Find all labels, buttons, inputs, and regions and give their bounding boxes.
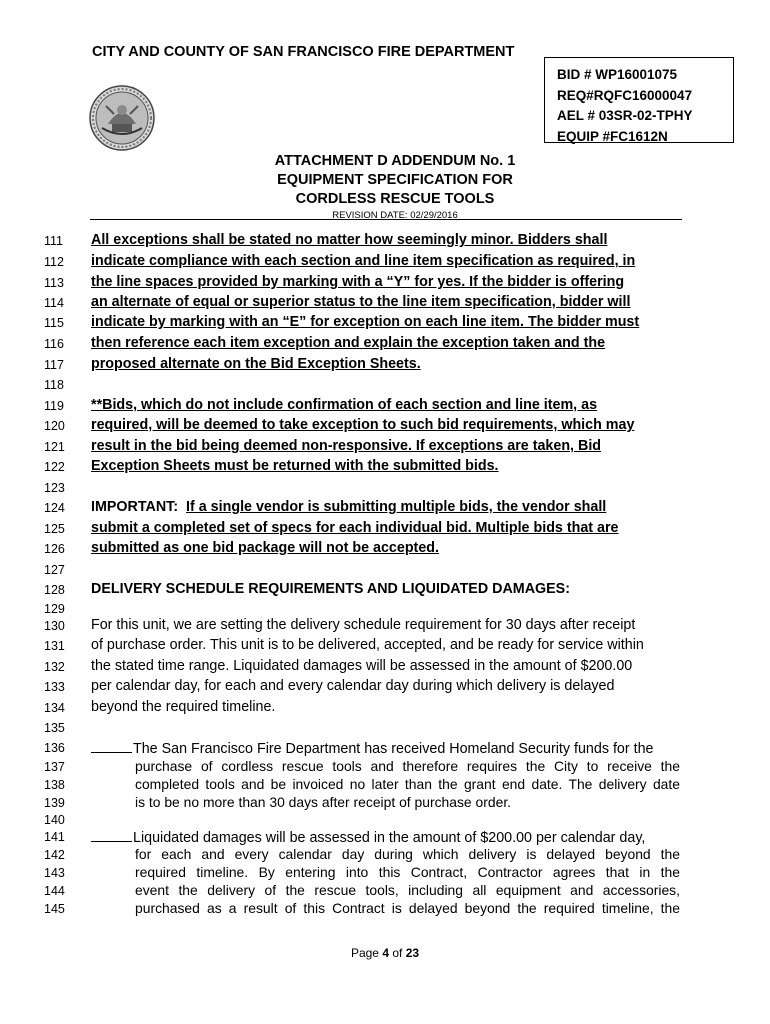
damages-item-line: event the delivery of the rescue tools, including all equipment and accessories,: [135, 882, 680, 898]
homeland-item-line: completed tools and be invoiced no later than the grant end date. The delivery date: [135, 776, 680, 792]
line-number: 114: [44, 296, 64, 310]
line-number: 111: [44, 234, 64, 248]
confirmation-line: result in the bid being deemed non-responsive. If exceptions are taken, Bid: [91, 438, 602, 454]
line-number: 119: [44, 399, 64, 413]
document-title: [230, 152, 560, 222]
revision-date: REVISION DATE: 02/29/2016: [332, 210, 458, 221]
line-number: 115: [44, 316, 64, 330]
line-number: 117: [44, 358, 64, 372]
exceptions-line: then reference each item exception and explain the exception taken and the: [91, 335, 606, 351]
line-number: 130: [44, 619, 65, 633]
page-prefix: Page: [350, 946, 383, 960]
city-seal-icon: [88, 84, 156, 152]
important-label: IMPORTANT:: [91, 499, 187, 515]
line-number: 145: [44, 902, 65, 916]
important-line: [91, 499, 606, 516]
line-number: 138: [44, 778, 65, 792]
equipment-number: EQUIP #FC1612N: [557, 128, 668, 144]
line-number: 139: [44, 796, 65, 810]
homeland-item-line: is to be no more than 30 days after receipt of purchase order.: [135, 794, 512, 810]
damages-item-text: Liquidated damages will be assessed in the amount of $200.00 per calendar day,: [133, 830, 646, 846]
line-number: 135: [44, 721, 65, 735]
important-text: If a single vendor is submitting multiple bids, the vendor shall: [186, 499, 607, 515]
line-number: 141: [44, 830, 65, 844]
title-line-2: EQUIPMENT SPECIFICATION FOR: [277, 172, 513, 188]
delivery-line: the stated time range. Liquidated damages will be assessed in the amount of $200.00: [91, 658, 633, 674]
delivery-line: For this unit, we are setting the delivery schedule requirement for 30 days after receipt: [91, 617, 636, 633]
confirmation-line: Exception Sheets must be returned with the submitted bids.: [91, 458, 499, 474]
line-number: 120: [44, 419, 65, 433]
exceptions-line: proposed alternate on the Bid Exception Sheets.: [91, 356, 421, 372]
line-number: 132: [44, 660, 65, 674]
requisition-number: REQ#RQFC16000047: [557, 87, 693, 103]
exceptions-line: the line spaces provided by marking with a “Y” for yes. If the bidder is offering: [91, 274, 625, 290]
line-number: 134: [44, 701, 65, 715]
line-number: 143: [44, 866, 65, 880]
answer-blank[interactable]: [91, 828, 132, 842]
line-number: 118: [44, 378, 64, 392]
line-number: 124: [44, 501, 65, 515]
page-total: 23: [405, 946, 420, 960]
important-line: submitted as one bid package will not be accepted.: [91, 540, 439, 556]
delivery-line: of purchase order. This unit is to be delivered, accepted, and be ready for service within: [91, 637, 644, 653]
title-divider: [90, 219, 682, 220]
line-number: 126: [44, 542, 65, 556]
line-number: 113: [44, 276, 64, 290]
line-number: 127: [44, 563, 65, 577]
bid-info-box: [544, 57, 734, 143]
line-number: 116: [44, 337, 64, 351]
delivery-line: per calendar day, for each and every calendar day during which delivery is delayed: [91, 678, 615, 694]
title-line-1: ATTACHMENT D ADDENDUM No. 1: [274, 153, 516, 169]
homeland-item: [91, 739, 654, 758]
ael-number: AEL # 03SR-02-TPHY: [557, 108, 693, 123]
confirmation-line: **Bids, which do not include confirmation of each section and line item, as: [91, 397, 598, 413]
confirmation-line: required, will be deemed to take exception to such bid requirements, which may: [91, 417, 635, 433]
homeland-item-line: purchase of cordless rescue tools and therefore requires the City to receive the: [135, 758, 680, 774]
line-number: 140: [44, 813, 65, 827]
answer-blank[interactable]: [91, 739, 132, 753]
line-number: 136: [44, 741, 65, 755]
line-number: 123: [44, 481, 65, 495]
line-number: 125: [44, 522, 65, 536]
line-number: 129: [44, 602, 65, 616]
homeland-item-text: The San Francisco Fire Department has received Homeland Security funds for the: [133, 741, 654, 757]
page-number: 4: [382, 946, 389, 960]
line-number: 112: [44, 255, 64, 269]
damages-item: [91, 828, 645, 847]
line-number: 131: [44, 639, 65, 653]
line-number: 133: [44, 680, 65, 694]
exceptions-line: indicate compliance with each section and line item specification as required, in: [91, 253, 636, 269]
exceptions-line: indicate by marking with an “E” for exception on each line item. The bidder must: [91, 314, 640, 330]
exceptions-line: All exceptions shall be stated no matter how seemingly minor. Bidders shall: [91, 232, 608, 248]
damages-item-line: required timeline. By entering into this Contract, Contractor agrees that in the: [135, 864, 680, 880]
exceptions-line: an alternate of equal or superior status to the line item specification, bidder will: [91, 294, 631, 310]
department-heading: CITY AND COUNTY OF SAN FRANCISCO FIRE DEPARTMENT: [92, 44, 515, 60]
delivery-heading: DELIVERY SCHEDULE REQUIREMENTS AND LIQUIDATED DAMAGES:: [91, 581, 570, 597]
page-footer: [0, 946, 770, 960]
damages-item-line: purchased as a result of this Contract is delayed beyond the required timeline, the: [135, 900, 680, 916]
line-number: 137: [44, 760, 65, 774]
line-number: 144: [44, 884, 65, 898]
line-number: 122: [44, 460, 65, 474]
damages-item-line: for each and every calendar day during which delivery is delayed beyond the: [135, 846, 680, 862]
bid-number: BID # WP16001075: [557, 67, 678, 82]
page-middle: of: [389, 946, 406, 960]
line-number: 121: [44, 440, 65, 454]
line-number: 142: [44, 848, 65, 862]
delivery-line: beyond the required timeline.: [91, 699, 276, 715]
important-line: submit a completed set of specs for each individual bid. Multiple bids that are: [91, 520, 619, 536]
title-line-3: CORDLESS RESCUE TOOLS: [295, 191, 495, 207]
line-number: 128: [44, 583, 65, 597]
